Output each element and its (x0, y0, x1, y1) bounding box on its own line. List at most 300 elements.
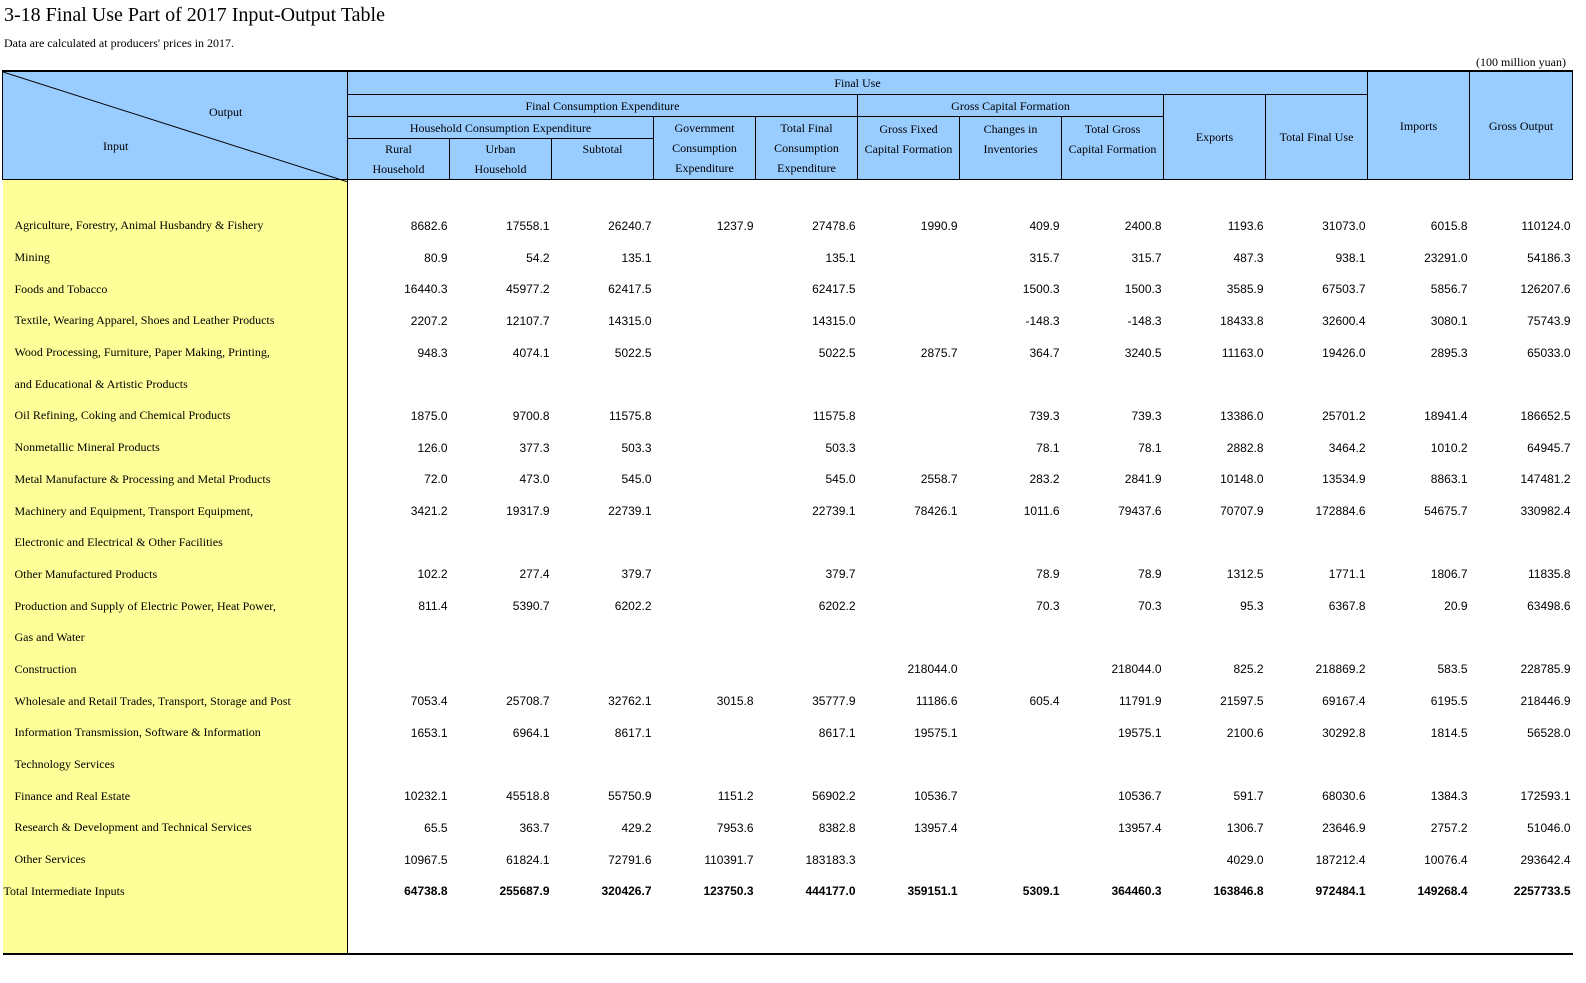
value-cell: 364460.3 (1111, 884, 1162, 899)
value-cell (654, 590, 756, 622)
value-cell: 31073.0 (1322, 218, 1366, 233)
value-cell: 503.3 (825, 440, 856, 455)
corner-output-label: Output (209, 105, 243, 119)
unit-note: (100 million yuan) (1476, 55, 1566, 69)
value-cell (1470, 527, 1573, 559)
value-cell (450, 527, 552, 559)
value-cell: 27478.6 (812, 218, 856, 233)
tail-row (3, 907, 1573, 954)
value-cell (1266, 622, 1368, 654)
value-cell (858, 305, 960, 337)
value-cell: 218446.9 (1520, 694, 1571, 709)
table-row (3, 337, 1573, 369)
value-cell (960, 654, 1062, 686)
row-label: Information Transmission, Software & Information (3, 717, 348, 749)
value-cell: 78.9 (1036, 567, 1060, 582)
exports-header: Exports (1164, 95, 1266, 180)
value-cell: 218044.0 (1111, 662, 1162, 677)
table-row (3, 812, 1573, 844)
final-consumption-header: Final Consumption Expenditure (348, 95, 858, 117)
value-cell (1266, 368, 1368, 400)
value-cell: 6964.1 (512, 725, 550, 740)
value-cell: 5022.5 (818, 345, 856, 360)
value-cell: 70.3 (1036, 599, 1060, 614)
value-cell: 10967.5 (404, 852, 448, 867)
value-cell: 54.2 (526, 250, 550, 265)
value-cell: 1814.5 (1430, 725, 1468, 740)
value-cell: 14315.0 (608, 313, 652, 328)
value-cell: 51046.0 (1527, 820, 1571, 835)
value-cell (858, 527, 960, 559)
value-cell (960, 812, 1062, 844)
value-cell: 4029.0 (1226, 852, 1264, 867)
io-table (2, 70, 1573, 955)
value-cell (1062, 749, 1164, 781)
table-row (3, 368, 1573, 400)
value-cell: 6015.8 (1430, 218, 1468, 233)
value-cell: 3240.5 (1124, 345, 1162, 360)
value-cell: 63498.6 (1527, 599, 1571, 614)
value-cell (450, 654, 552, 686)
value-cell (960, 844, 1062, 876)
imports-header: Imports (1368, 71, 1470, 180)
value-cell: -148.3 (1025, 313, 1060, 328)
value-cell (960, 749, 1062, 781)
value-cell (654, 337, 756, 369)
value-cell (654, 432, 756, 464)
urban-household-header (450, 139, 552, 180)
value-cell: 1193.6 (1227, 218, 1264, 233)
total-final-use-header: Total Final Use (1266, 95, 1368, 180)
total-row (3, 875, 1573, 907)
value-cell (654, 622, 756, 654)
value-cell: 10076.4 (1424, 852, 1468, 867)
value-cell: 583.5 (1437, 662, 1468, 677)
value-cell: 948.3 (417, 345, 448, 360)
header-line: Expenditure (777, 161, 836, 175)
value-cell: 444177.0 (805, 884, 856, 899)
corner-header (3, 71, 348, 180)
value-cell (348, 654, 450, 686)
value-cell: 6202.2 (818, 599, 856, 614)
value-cell (1368, 368, 1470, 400)
value-cell: 123750.3 (703, 884, 754, 899)
row-label: Gas and Water (3, 622, 348, 654)
value-cell: 1500.3 (1124, 282, 1162, 297)
value-cell (654, 527, 756, 559)
table-header (3, 71, 1573, 180)
value-cell: 26240.7 (608, 218, 652, 233)
value-cell: 218044.0 (907, 662, 958, 677)
rural-household-header (348, 139, 450, 180)
value-cell (348, 749, 450, 781)
value-cell: 2400.8 (1124, 218, 1162, 233)
value-cell (960, 368, 1062, 400)
value-cell (1062, 527, 1164, 559)
value-cell: 3464.2 (1328, 440, 1366, 455)
value-cell: 11186.6 (915, 694, 958, 709)
value-cell: 62417.5 (608, 282, 652, 297)
value-cell: 6202.2 (614, 599, 652, 614)
value-cell: 183183.3 (805, 852, 856, 867)
value-cell: 11791.9 (1119, 694, 1162, 709)
header-line: Capital Formation (1068, 142, 1157, 156)
row-label (3, 180, 348, 211)
value-cell: 320426.7 (601, 884, 652, 899)
value-cell: 61824.1 (506, 852, 550, 867)
value-cell (1062, 622, 1164, 654)
value-cell: 16440.3 (404, 282, 448, 297)
value-cell: 605.4 (1029, 694, 1060, 709)
gross-capital-formation-header: Gross Capital Formation (858, 95, 1164, 117)
value-cell (858, 590, 960, 622)
value-cell: 2100.6 (1226, 725, 1264, 740)
table-row (3, 717, 1573, 749)
value-cell: 149268.4 (1417, 884, 1468, 899)
row-label: Nonmetallic Mineral Products (3, 432, 348, 464)
value-cell (756, 654, 858, 686)
household-consumption-header: Household Consumption Expenditure (348, 117, 654, 139)
value-cell: 972484.1 (1315, 884, 1366, 899)
value-cell (858, 432, 960, 464)
value-cell: 21597.5 (1220, 694, 1264, 709)
value-cell: 545.0 (621, 472, 652, 487)
value-cell: 1010.2 (1430, 440, 1468, 455)
value-cell: 135.1 (825, 250, 856, 265)
value-cell (756, 527, 858, 559)
value-cell: 78.9 (1138, 567, 1162, 582)
value-cell: 110391.7 (704, 852, 754, 867)
value-cell: 11163.0 (1221, 345, 1264, 360)
value-cell: 13386.0 (1220, 408, 1264, 423)
value-cell (1470, 622, 1573, 654)
table-row (3, 780, 1573, 812)
value-cell (450, 622, 552, 654)
value-cell (654, 749, 756, 781)
value-cell: 32762.1 (608, 694, 652, 709)
value-cell: 172884.6 (1315, 504, 1366, 519)
corner-input-label: Input (103, 139, 129, 153)
value-cell: 147481.2 (1520, 472, 1571, 487)
value-cell (1164, 622, 1266, 654)
value-cell: 22739.1 (812, 504, 856, 519)
value-cell: 65033.0 (1527, 345, 1571, 360)
value-cell: 8863.1 (1430, 472, 1468, 487)
value-cell: 64945.7 (1527, 440, 1571, 455)
value-cell (552, 622, 654, 654)
value-cell: 255687.9 (499, 884, 550, 899)
value-cell (654, 242, 756, 274)
header-line: Household (474, 162, 527, 176)
value-cell: 172593.1 (1520, 789, 1571, 804)
value-cell: 10232.1 (404, 789, 448, 804)
value-cell: 825.2 (1233, 662, 1264, 677)
value-cell (348, 527, 450, 559)
value-cell: 8617.1 (818, 725, 856, 740)
value-cell: 315.7 (1029, 250, 1060, 265)
value-cell (1266, 527, 1368, 559)
row-label: Machinery and Equipment, Transport Equipment, (3, 495, 348, 527)
value-cell: 19575.1 (1118, 725, 1162, 740)
table-row (3, 273, 1573, 305)
table-row (3, 685, 1573, 717)
value-cell: 75743.9 (1527, 313, 1571, 328)
value-cell: 739.3 (1029, 408, 1060, 423)
row-label: Electronic and Electrical & Other Facilities (3, 527, 348, 559)
value-cell (654, 400, 756, 432)
value-cell (960, 527, 1062, 559)
value-cell (654, 273, 756, 305)
value-cell: 11575.8 (813, 408, 856, 423)
value-cell: 19575.1 (914, 725, 958, 740)
value-cell: 9700.8 (512, 408, 550, 423)
value-cell (858, 273, 960, 305)
value-cell: 13534.9 (1322, 472, 1366, 487)
table-row (3, 242, 1573, 274)
value-cell: 503.3 (621, 440, 652, 455)
value-cell: 487.3 (1233, 250, 1264, 265)
value-cell: 78426.1 (914, 504, 958, 519)
table-row (3, 432, 1573, 464)
value-cell (654, 717, 756, 749)
value-cell: 1312.5 (1226, 567, 1264, 582)
table-row (3, 527, 1573, 559)
row-label: Total Intermediate Inputs (3, 875, 348, 907)
header-line: Urban (485, 142, 516, 156)
value-cell: 2207.2 (410, 313, 448, 328)
value-cell: 8682.6 (410, 218, 448, 233)
value-cell (552, 527, 654, 559)
value-cell: 293642.4 (1520, 852, 1571, 867)
value-cell: 1151.2 (717, 789, 754, 804)
value-cell (858, 749, 960, 781)
value-cell: 163846.8 (1213, 884, 1264, 899)
value-cell: 545.0 (825, 472, 856, 487)
value-cell: 364.7 (1029, 345, 1060, 360)
value-cell: 20.9 (1444, 599, 1468, 614)
page-title: 3-18 Final Use Part of 2017 Input-Output Table (4, 4, 385, 26)
value-cell: 54186.3 (1527, 250, 1571, 265)
value-cell: 5022.5 (614, 345, 652, 360)
value-cell: 110124.0 (1521, 218, 1571, 233)
value-cell: 359151.1 (907, 884, 958, 899)
row-label: Wood Processing, Furniture, Paper Making, Printing, (3, 337, 348, 369)
final-use-header: Final Use (348, 71, 1368, 95)
spacer-cell (348, 180, 1573, 211)
value-cell: 13957.4 (1118, 820, 1162, 835)
row-label: Research & Development and Technical Services (3, 812, 348, 844)
value-cell: 4074.1 (512, 345, 550, 360)
value-cell: 811.4 (418, 599, 448, 614)
value-cell: 78.1 (1138, 440, 1162, 455)
value-cell: 126207.6 (1520, 282, 1571, 297)
value-cell: 5390.7 (512, 599, 550, 614)
value-cell: 8382.8 (818, 820, 856, 835)
changes-inventories-header (960, 117, 1062, 180)
value-cell (654, 464, 756, 496)
value-cell: 35777.9 (812, 694, 856, 709)
page-subtitle: Data are calculated at producers' prices in 2017. (4, 36, 235, 50)
value-cell (654, 368, 756, 400)
diagonal-divider (3, 72, 348, 182)
value-cell: 10536.7 (1118, 789, 1162, 804)
value-cell: 218869.2 (1315, 662, 1366, 677)
value-cell: 1384.3 (1430, 789, 1468, 804)
value-cell: 315.7 (1131, 250, 1162, 265)
value-cell: 78.1 (1036, 440, 1060, 455)
row-label: Agriculture, Forestry, Animal Husbandry & Fishery (3, 210, 348, 242)
value-cell (348, 368, 450, 400)
value-cell: 62417.5 (812, 282, 856, 297)
value-cell: 186652.5 (1520, 408, 1571, 423)
value-cell: 429.2 (621, 820, 652, 835)
table-row (3, 844, 1573, 876)
table-body (3, 180, 1573, 955)
row-label: Wholesale and Retail Trades, Transport, Storage and Post (3, 685, 348, 717)
value-cell (1368, 749, 1470, 781)
row-label: Metal Manufacture & Processing and Metal Products (3, 464, 348, 496)
row-label: Construction (3, 654, 348, 686)
value-cell: 2841.9 (1124, 472, 1162, 487)
value-cell (858, 559, 960, 591)
io-table-container (2, 70, 1569, 955)
value-cell (1062, 368, 1164, 400)
value-cell: 11575.8 (609, 408, 652, 423)
value-cell: 17558.1 (506, 218, 550, 233)
value-cell (858, 368, 960, 400)
value-cell (654, 495, 756, 527)
value-cell: 2558.7 (920, 472, 958, 487)
header-line: Rural (385, 142, 412, 156)
value-cell: 409.9 (1029, 218, 1060, 233)
value-cell: 938.1 (1335, 250, 1366, 265)
value-cell: 1806.7 (1430, 567, 1468, 582)
value-cell: 45977.2 (506, 282, 550, 297)
value-cell: 1306.7 (1226, 820, 1264, 835)
value-cell: 67503.7 (1322, 282, 1366, 297)
header-line: Consumption (672, 141, 737, 155)
value-cell: 2895.3 (1430, 345, 1468, 360)
value-cell (1062, 844, 1164, 876)
header-line: Total Final (780, 121, 833, 135)
value-cell: 377.3 (519, 440, 550, 455)
value-cell: 12107.7 (506, 313, 550, 328)
value-cell (858, 242, 960, 274)
value-cell: 7953.6 (716, 820, 754, 835)
value-cell: 1771.1 (1328, 567, 1366, 582)
value-cell: 79437.6 (1118, 504, 1162, 519)
value-cell: 68030.6 (1322, 789, 1366, 804)
value-cell: 2757.2 (1430, 820, 1468, 835)
value-cell (450, 368, 552, 400)
value-cell: 19317.9 (506, 504, 550, 519)
value-cell (858, 622, 960, 654)
value-cell (654, 654, 756, 686)
header-line: Capital Formation (864, 142, 953, 156)
value-cell (552, 368, 654, 400)
value-cell: 473.0 (519, 472, 550, 487)
header-line: Total Gross (1084, 122, 1141, 136)
value-cell: 3421.2 (410, 504, 448, 519)
value-cell: 30292.8 (1322, 725, 1366, 740)
row-label: Technology Services (3, 749, 348, 781)
value-cell (756, 622, 858, 654)
value-cell: 10148.0 (1220, 472, 1264, 487)
table-row (3, 749, 1573, 781)
table-row (3, 464, 1573, 496)
value-cell: 32600.4 (1322, 313, 1366, 328)
value-cell: 95.3 (1240, 599, 1264, 614)
value-cell: 739.3 (1131, 408, 1162, 423)
value-cell: 363.7 (519, 820, 550, 835)
value-cell (1368, 527, 1470, 559)
value-cell: 7053.4 (410, 694, 448, 709)
value-cell: 69167.4 (1322, 694, 1366, 709)
value-cell: 56528.0 (1527, 725, 1571, 740)
total-final-consumption-header (756, 117, 858, 180)
table-row (3, 495, 1573, 527)
value-cell: 3015.8 (716, 694, 754, 709)
value-cell (858, 400, 960, 432)
value-cell: 23646.9 (1322, 820, 1366, 835)
value-cell: 1990.9 (920, 218, 958, 233)
value-cell: 1653.1 (410, 725, 448, 740)
value-cell: 8617.1 (614, 725, 652, 740)
value-cell: 135.1 (621, 250, 652, 265)
value-cell (1164, 749, 1266, 781)
value-cell (450, 749, 552, 781)
value-cell: 64738.8 (404, 884, 448, 899)
value-cell: 13957.4 (914, 820, 958, 835)
value-cell: 25701.2 (1322, 408, 1366, 423)
value-cell (1164, 368, 1266, 400)
value-cell (552, 654, 654, 686)
value-cell: 379.7 (621, 567, 652, 582)
value-cell (1164, 527, 1266, 559)
value-cell (960, 717, 1062, 749)
value-cell: 102.2 (417, 567, 448, 582)
header-line: Consumption (774, 141, 839, 155)
table-row (3, 654, 1573, 686)
value-cell: 23291.0 (1424, 250, 1468, 265)
value-cell: 3585.9 (1226, 282, 1264, 297)
row-label: Textile, Wearing Apparel, Shoes and Leather Products (3, 305, 348, 337)
spacer-row (3, 180, 1573, 211)
value-cell: 6367.8 (1328, 599, 1366, 614)
value-cell: 2882.8 (1226, 440, 1264, 455)
table-row (3, 559, 1573, 591)
value-cell (858, 844, 960, 876)
value-cell: 14315.0 (812, 313, 856, 328)
value-cell: 379.7 (825, 567, 856, 582)
value-cell: 2257733.5 (1513, 884, 1571, 899)
government-consumption-header (654, 117, 756, 180)
header-line: Gross Fixed (879, 122, 938, 136)
table-row (3, 305, 1573, 337)
subtotal-header: Subtotal (552, 139, 654, 180)
value-cell: 277.4 (519, 567, 550, 582)
value-cell: 70707.9 (1220, 504, 1264, 519)
value-cell (1470, 368, 1573, 400)
value-cell (654, 559, 756, 591)
value-cell (654, 305, 756, 337)
row-label: Other Services (3, 844, 348, 876)
value-cell: 80.9 (424, 250, 448, 265)
row-label (3, 907, 348, 954)
value-cell: 5856.7 (1430, 282, 1468, 297)
value-cell (1368, 622, 1470, 654)
value-cell: 2875.7 (920, 345, 958, 360)
